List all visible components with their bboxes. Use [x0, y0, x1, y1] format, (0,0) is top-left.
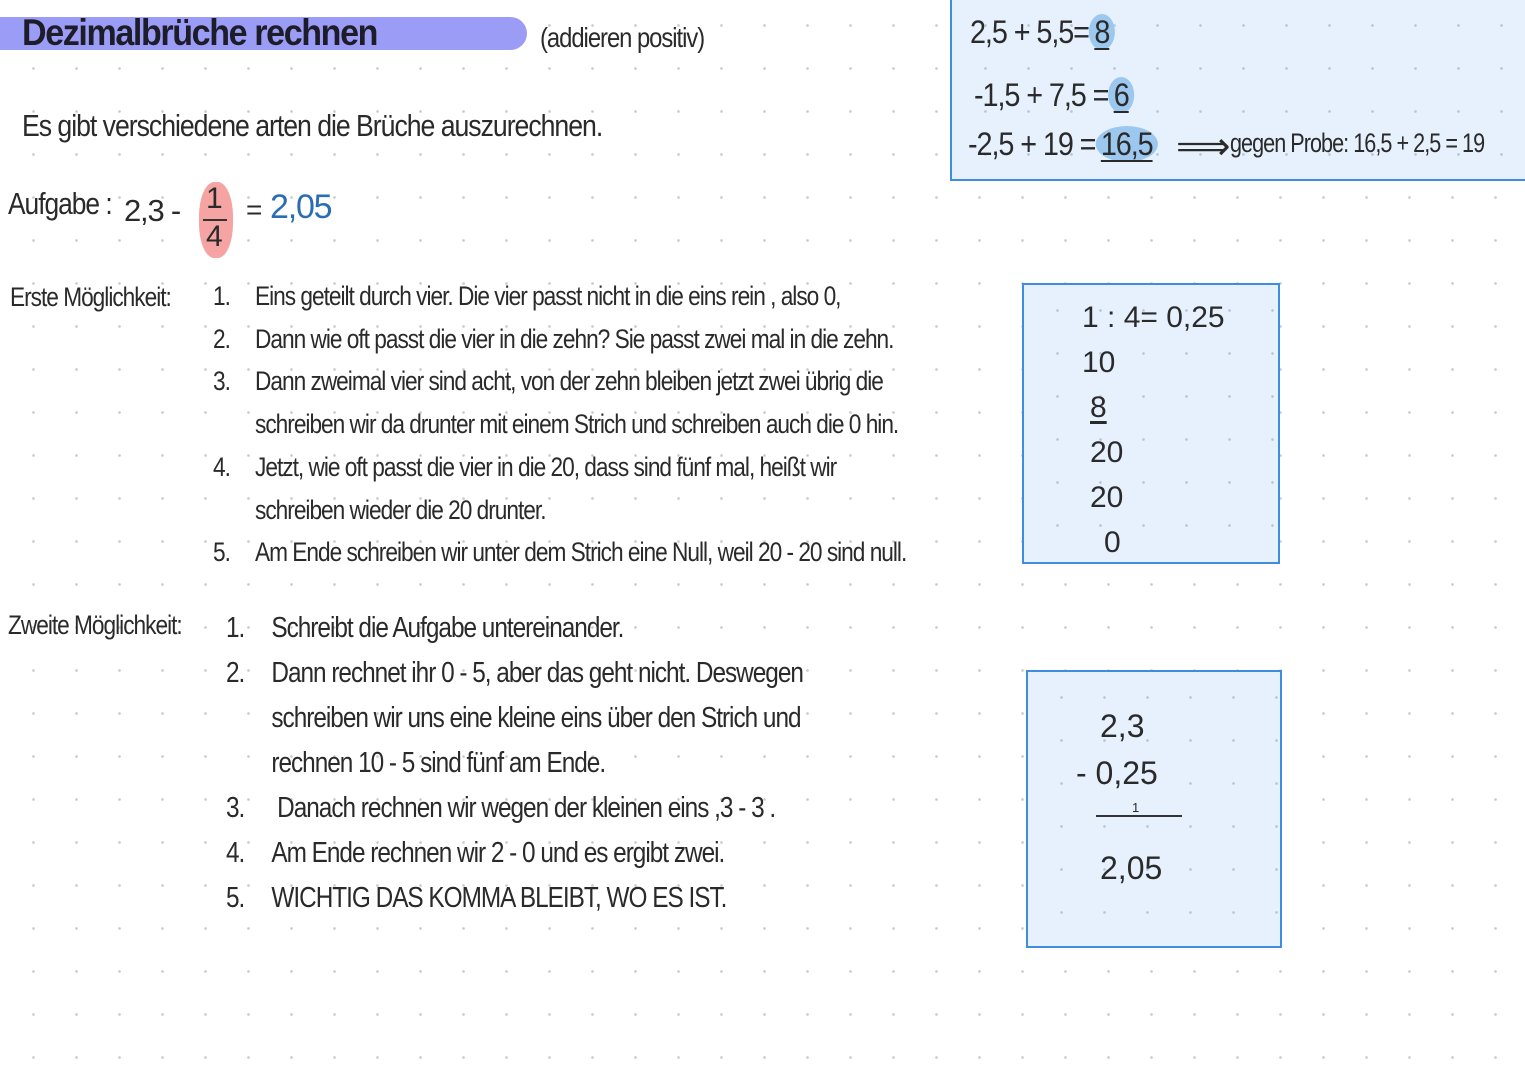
- calc-line: 10: [1082, 346, 1116, 379]
- step-number: 5.: [226, 882, 245, 914]
- step-line: [213, 409, 898, 440]
- example-expr: 2,5 + 5,5=: [970, 14, 1089, 50]
- step-number: 2.: [226, 657, 245, 689]
- example-expr: -2,5 + 19 =: [968, 126, 1096, 162]
- fraction-denominator: 4: [206, 220, 223, 253]
- step-line: [226, 747, 605, 780]
- calc-line-divider: [1096, 815, 1182, 817]
- step-text: WICHTIG DAS KOMMA BLEIBT, WO ES IST.: [271, 882, 727, 914]
- step-number: 3.: [213, 366, 230, 397]
- step-line: [226, 612, 623, 645]
- examples-box: [950, 0, 1525, 181]
- step-text: schreiben wir uns eine kleine eins über den Strich und: [271, 702, 801, 734]
- step-line: [226, 792, 775, 825]
- calc-carry: 1: [1132, 800, 1140, 815]
- step-text: schreiben wieder die 20 drunter.: [255, 494, 546, 525]
- calc-line: 20: [1090, 436, 1124, 469]
- example-result: 8: [1089, 14, 1115, 50]
- page-title: Dezimalbrüche rechnen: [22, 12, 378, 53]
- task-fraction: [197, 180, 235, 260]
- step-number: 2.: [213, 323, 230, 354]
- example-3: [968, 126, 1158, 163]
- step-text: rechnen 10 - 5 sind fünf am Ende.: [271, 747, 606, 779]
- calc-top: 2,3: [1100, 708, 1145, 744]
- step-line: [213, 537, 906, 568]
- step-text: Schreibt die Aufgabe untereinander.: [271, 612, 624, 644]
- calc-line: 20: [1090, 481, 1124, 514]
- step-number: 1.: [226, 612, 245, 644]
- calc-result: 2,05: [1100, 850, 1163, 886]
- task-result: 2,05: [270, 188, 332, 226]
- step-line: [213, 324, 893, 355]
- calc-minus: - 0,25: [1076, 755, 1158, 791]
- step-text: schreiben wir da drunter mit einem Strich und schreiben auch die 0 hin.: [255, 409, 899, 440]
- step-line: [213, 495, 546, 526]
- step-text: Dann wie oft passt die vier in die zehn? Sie passt zwei mal in die zehn.: [255, 323, 894, 354]
- example-result: 16,5: [1095, 126, 1158, 162]
- step-line: [213, 452, 836, 483]
- first-method-label: Erste Möglichkeit:: [10, 282, 171, 312]
- step-line: [226, 882, 726, 915]
- step-text: Am Ende rechnen wir 2 - 0 und es ergibt zwei.: [271, 837, 725, 869]
- step-text: Danach rechnen wir wegen der kleinen eins ,3 - 3 .: [271, 792, 776, 824]
- example-result: 6: [1108, 77, 1134, 113]
- calc-line: 0: [1104, 526, 1121, 559]
- step-text: Dann rechnet ihr 0 - 5, aber das geht nicht. Deswegen: [271, 657, 803, 689]
- example-1: [970, 14, 1115, 51]
- step-line: [226, 837, 724, 870]
- step-number: 5.: [213, 537, 230, 568]
- subtraction-box: [1026, 670, 1282, 948]
- check-text: gegen Probe: 16,5 + 2,5 = 19: [1230, 128, 1485, 158]
- step-number: 3.: [226, 792, 245, 824]
- step-line: [226, 657, 803, 690]
- second-method-label: Zweite Möglichkeit:: [8, 610, 182, 640]
- fraction-numerator: 1: [206, 182, 223, 215]
- step-line: [226, 702, 801, 735]
- step-text: Jetzt, wie oft passt die vier in die 20, dass sind fünf mal, heißt wir: [255, 451, 837, 482]
- example-expr: -1,5 + 7,5 =: [974, 77, 1109, 113]
- arrow-icon: ⟹: [1176, 126, 1231, 168]
- step-text: Eins geteilt durch vier. Die vier passt nicht in die eins rein , also 0,: [255, 281, 841, 311]
- intro-text: Es gibt verschiedene arten die Brüche auszurechnen.: [22, 108, 603, 143]
- page-subtitle: (addieren positiv): [540, 22, 705, 53]
- calc-line: 1 : 4= 0,25: [1082, 301, 1225, 334]
- calc-line: 8: [1090, 391, 1107, 424]
- division-box: [1022, 283, 1280, 564]
- step-line: [213, 281, 840, 312]
- task-label: Aufgabe :: [8, 186, 112, 221]
- step-line: [213, 366, 883, 397]
- example-2: [974, 77, 1134, 114]
- step-text: Dann zweimal vier sind acht, von der zehn bleiben jetzt zwei übrig die: [255, 366, 883, 397]
- step-number: 1.: [213, 281, 230, 311]
- step-text: Am Ende schreiben wir unter dem Strich eine Null, weil 20 - 20 sind null.: [255, 537, 907, 568]
- step-number: 4.: [226, 837, 245, 869]
- task-equals: =: [246, 194, 263, 225]
- step-number: 4.: [213, 451, 230, 482]
- task-minuend: 2,3 -: [124, 193, 181, 228]
